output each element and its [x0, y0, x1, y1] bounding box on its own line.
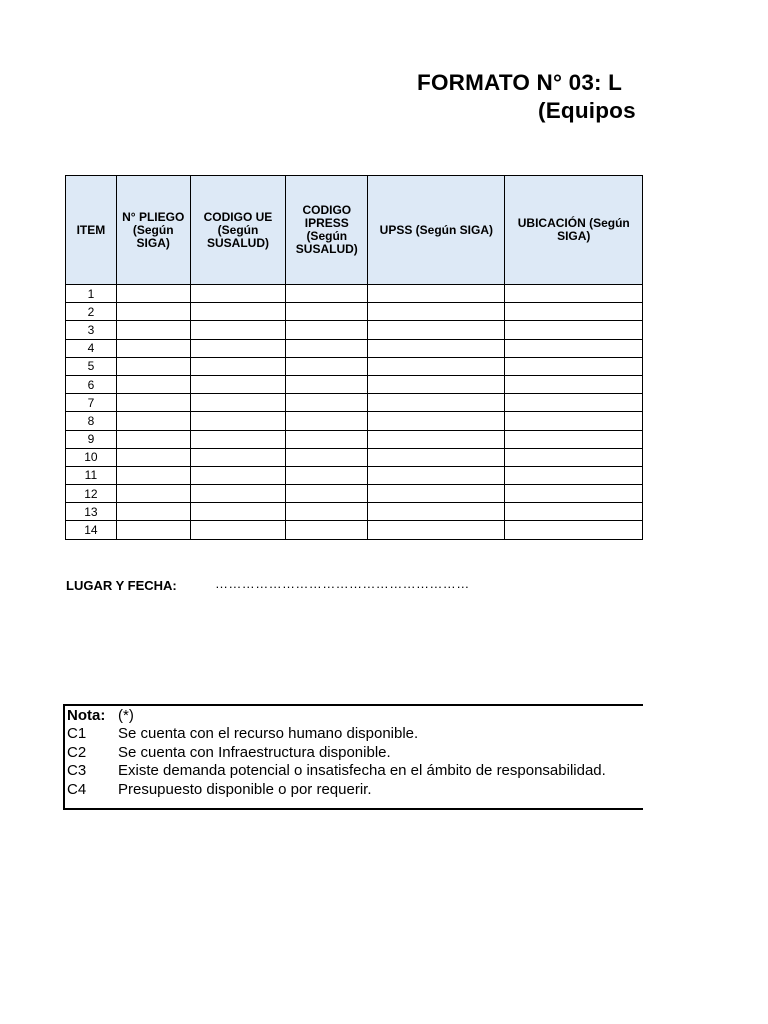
cell-item: 14: [66, 521, 117, 539]
cell-upss[interactable]: [368, 466, 505, 484]
cell-ubicacion[interactable]: [505, 448, 643, 466]
column-header-item: ITEM: [66, 176, 117, 285]
cell-ubicacion[interactable]: [505, 375, 643, 393]
cell-codigo-ipress[interactable]: [286, 303, 368, 321]
cell-pliego[interactable]: [116, 339, 190, 357]
table-row: [66, 285, 643, 303]
cell-pliego[interactable]: [116, 321, 190, 339]
table-row: [66, 303, 643, 321]
nota-title: Nota:: [67, 707, 106, 724]
cell-codigo-ipress[interactable]: [286, 430, 368, 448]
column-header-ubicacion: UBICACIÓN (Según SIGA): [505, 176, 643, 285]
table-row: [66, 412, 643, 430]
cell-ubicacion[interactable]: [505, 339, 643, 357]
cell-codigo-ue[interactable]: [190, 466, 286, 484]
cell-codigo-ue[interactable]: [190, 339, 286, 357]
table-row: [66, 321, 643, 339]
cell-pliego[interactable]: [116, 357, 190, 375]
cell-pliego[interactable]: [116, 503, 190, 521]
cell-codigo-ipress[interactable]: [286, 485, 368, 503]
cell-item: 9: [66, 430, 117, 448]
cell-upss[interactable]: [368, 321, 505, 339]
nota-item-code: C4: [67, 780, 87, 798]
column-header-codigo-ipress: CODIGO IPRESS (Según SUSALUD): [286, 176, 368, 285]
cell-codigo-ue[interactable]: [190, 375, 286, 393]
nota-item-code: C1: [67, 725, 87, 742]
cell-item: 11: [66, 466, 117, 484]
cell-ubicacion[interactable]: [505, 466, 643, 484]
cell-item: 3: [66, 321, 117, 339]
cell-upss[interactable]: [368, 285, 505, 303]
cell-codigo-ipress[interactable]: [286, 503, 368, 521]
cell-pliego[interactable]: [116, 303, 190, 321]
cell-codigo-ipress[interactable]: [286, 357, 368, 375]
cell-item: 1: [66, 285, 117, 303]
column-header-pliego: N° PLIEGO (Según SIGA): [116, 176, 190, 285]
cell-pliego[interactable]: [116, 430, 190, 448]
cell-item: 8: [66, 412, 117, 430]
table-row: [66, 521, 643, 539]
nota-title-value: (*): [118, 707, 134, 724]
cell-ubicacion[interactable]: [505, 357, 643, 375]
table-row: [66, 357, 643, 375]
cell-pliego[interactable]: [116, 485, 190, 503]
table-row: [66, 466, 643, 484]
cell-pliego[interactable]: [116, 448, 190, 466]
cell-ubicacion[interactable]: [505, 503, 643, 521]
cell-codigo-ipress[interactable]: [286, 285, 368, 303]
table-row: [66, 375, 643, 393]
nota-item-text: Existe demanda potencial o insatisfecha en el ámbito de responsabilidad.: [118, 762, 606, 779]
cell-codigo-ipress[interactable]: [286, 412, 368, 430]
table-body: [66, 285, 643, 540]
cell-upss[interactable]: [368, 303, 505, 321]
cell-codigo-ipress[interactable]: [286, 466, 368, 484]
lugar-fecha-label: LUGAR Y FECHA:: [66, 578, 177, 593]
cell-upss[interactable]: [368, 394, 505, 412]
cell-codigo-ue[interactable]: [190, 430, 286, 448]
cell-item: 13: [66, 503, 117, 521]
cell-ubicacion[interactable]: [505, 303, 643, 321]
cell-upss[interactable]: [368, 375, 505, 393]
nota-box: [63, 704, 643, 810]
cell-ubicacion[interactable]: [505, 521, 643, 539]
table-row: [66, 339, 643, 357]
cell-upss[interactable]: [368, 521, 505, 539]
cell-codigo-ue[interactable]: [190, 321, 286, 339]
cell-item: 2: [66, 303, 117, 321]
cell-item: 10: [66, 448, 117, 466]
cell-ubicacion[interactable]: [505, 485, 643, 503]
table-row: [66, 503, 643, 521]
table-row: [66, 430, 643, 448]
cell-upss[interactable]: [368, 357, 505, 375]
cell-item: 6: [66, 375, 117, 393]
cell-item: 4: [66, 339, 117, 357]
cell-codigo-ue[interactable]: [190, 412, 286, 430]
cell-codigo-ipress[interactable]: [286, 339, 368, 357]
cell-upss[interactable]: [368, 430, 505, 448]
table-header-row: [66, 176, 643, 285]
cell-codigo-ue[interactable]: [190, 394, 286, 412]
cell-pliego[interactable]: [116, 285, 190, 303]
table-row: [66, 448, 643, 466]
cell-codigo-ipress[interactable]: [286, 375, 368, 393]
cell-item: 5: [66, 357, 117, 375]
cell-ubicacion[interactable]: [505, 321, 643, 339]
cell-codigo-ipress[interactable]: [286, 394, 368, 412]
cell-codigo-ipress[interactable]: [286, 448, 368, 466]
cell-codigo-ipress[interactable]: [286, 521, 368, 539]
nota-item-text: Se cuenta con Infraestructura disponible.: [118, 743, 391, 761]
form-title: FORMATO N° 03: L: [417, 70, 623, 95]
cell-ubicacion[interactable]: [505, 412, 643, 430]
cell-codigo-ue[interactable]: [190, 485, 286, 503]
cell-pliego[interactable]: [116, 466, 190, 484]
cell-pliego[interactable]: [116, 412, 190, 430]
equipment-table: [65, 175, 643, 540]
cell-pliego[interactable]: [116, 521, 190, 539]
cell-codigo-ue[interactable]: [190, 503, 286, 521]
column-header-upss: UPSS (Según SIGA): [368, 176, 505, 285]
nota-item-code: C2: [67, 743, 87, 761]
cell-item: 12: [66, 485, 117, 503]
cell-ubicacion[interactable]: [505, 394, 643, 412]
nota-item-text: Presupuesto disponible o por requerir.: [118, 780, 372, 798]
cell-pliego[interactable]: [116, 375, 190, 393]
cell-codigo-ue[interactable]: [190, 285, 286, 303]
nota-item-text: Se cuenta con el recurso humano disponible.: [118, 725, 419, 742]
cell-upss[interactable]: [368, 412, 505, 430]
form-subtitle: (Equipos: [538, 98, 636, 123]
cell-upss[interactable]: [368, 448, 505, 466]
table-row: [66, 485, 643, 503]
cell-ubicacion[interactable]: [505, 430, 643, 448]
cell-pliego[interactable]: [116, 394, 190, 412]
cell-ubicacion[interactable]: [505, 285, 643, 303]
cell-codigo-ue[interactable]: [190, 521, 286, 539]
cell-codigo-ue[interactable]: [190, 448, 286, 466]
table-row: [66, 394, 643, 412]
cell-item: 7: [66, 394, 117, 412]
cell-upss[interactable]: [368, 485, 505, 503]
nota-item-code: C3: [67, 762, 87, 779]
cell-upss[interactable]: [368, 339, 505, 357]
lugar-fecha-field: …………………………………………………: [215, 576, 470, 591]
cell-codigo-ue[interactable]: [190, 357, 286, 375]
column-header-codigo-ue: CODIGO UE (Según SUSALUD): [190, 176, 286, 285]
cell-codigo-ue[interactable]: [190, 303, 286, 321]
cell-codigo-ipress[interactable]: [286, 321, 368, 339]
cell-upss[interactable]: [368, 503, 505, 521]
